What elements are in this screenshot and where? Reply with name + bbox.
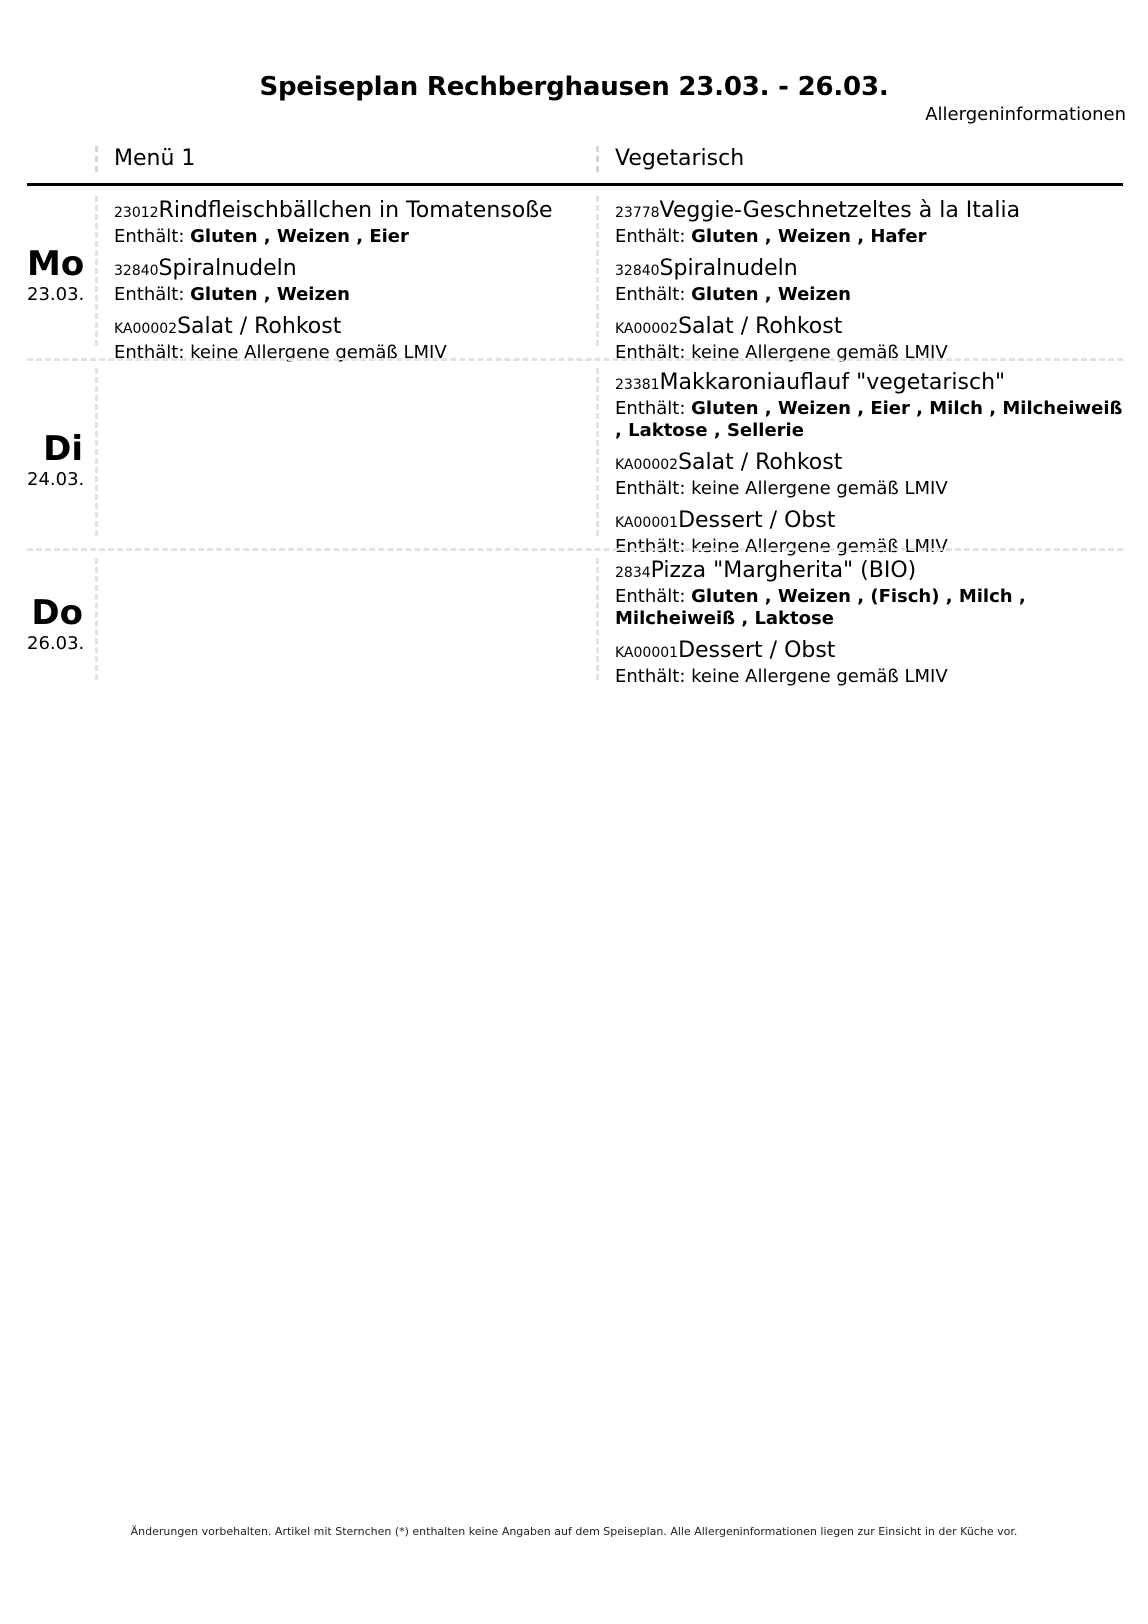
dish-name: Salat / Rohkost bbox=[678, 450, 843, 475]
allergen-prefix: Enthält: bbox=[615, 586, 692, 607]
dish-item bbox=[615, 256, 1020, 306]
dish-item bbox=[615, 450, 1122, 500]
allergen-prefix: Enthält: bbox=[114, 284, 191, 305]
dish-code: 23012 bbox=[114, 205, 159, 221]
menu1-cell-mo bbox=[114, 198, 553, 372]
column-divider bbox=[596, 146, 599, 172]
allergen-list: Gluten , Weizen bbox=[691, 284, 851, 305]
day-name: Do bbox=[31, 593, 83, 633]
dish-code: KA00001 bbox=[615, 645, 679, 661]
allergen-prefix: Enthält: bbox=[615, 226, 692, 247]
allergen-info-label: Allergeninformationen bbox=[925, 104, 1126, 125]
allergen-list: Gluten , Weizen , (Fisch) , Milch , bbox=[691, 586, 1026, 607]
allergen-prefix: Enthält: keine Allergene gemäß LMIV bbox=[615, 666, 948, 687]
dish-code: KA00002 bbox=[615, 457, 679, 473]
allergen-list-cont: , Laktose , Sellerie bbox=[615, 420, 804, 441]
header-rule bbox=[27, 183, 1123, 186]
dish-name: Spiralnudeln bbox=[158, 256, 297, 281]
row-divider bbox=[27, 548, 1123, 551]
day-label-di bbox=[27, 429, 83, 491]
column-divider bbox=[95, 558, 98, 680]
dish-name: Rindfleischbällchen in Tomatensoße bbox=[158, 198, 553, 223]
day-date: 24.03. bbox=[27, 469, 85, 490]
dish-item bbox=[615, 558, 1026, 630]
veg-cell-di bbox=[615, 370, 1122, 566]
allergen-list-cont: Milcheiweiß , Laktose bbox=[615, 608, 834, 629]
dish-name: Veggie-Geschnetzeltes à la Italia bbox=[659, 198, 1021, 223]
column-divider bbox=[95, 196, 98, 346]
column-divider bbox=[596, 368, 599, 536]
dish-code: 2834 bbox=[615, 565, 651, 581]
allergen-prefix: Enthält: keine Allergene gemäß LMIV bbox=[615, 478, 948, 499]
dish-name: Makkaroniauflauf "vegetarisch" bbox=[659, 370, 1006, 395]
day-date: 26.03. bbox=[27, 633, 85, 654]
allergen-prefix: Enthält: bbox=[615, 398, 692, 419]
dish-item bbox=[114, 314, 553, 364]
veg-cell-mo bbox=[615, 198, 1020, 372]
veg-cell-do bbox=[615, 558, 1026, 696]
column-divider bbox=[95, 368, 98, 536]
day-label-mo bbox=[27, 244, 83, 306]
footer-note: Änderungen vorbehalten. Artikel mit Sternchen (*) enthalten keine Angaben auf dem Speiseplan. Alle Allergeninformationen liegen zur Einsicht in der Küche vor. bbox=[130, 1525, 1018, 1538]
dish-item bbox=[615, 638, 1026, 688]
column-header-menu1: Menü 1 bbox=[114, 146, 196, 171]
dish-item bbox=[114, 198, 553, 248]
day-name: Mo bbox=[27, 244, 85, 284]
allergen-list: Gluten , Weizen , Eier , Milch , Milcheiweiß bbox=[691, 398, 1123, 419]
dish-code: KA00002 bbox=[114, 321, 178, 337]
dish-name: Pizza "Margherita" (BIO) bbox=[650, 558, 917, 583]
allergen-list: Gluten , Weizen , Hafer bbox=[691, 226, 927, 247]
day-date: 23.03. bbox=[27, 284, 85, 305]
column-divider bbox=[95, 146, 98, 172]
day-label-do bbox=[27, 593, 83, 655]
row-divider bbox=[27, 358, 1123, 361]
dish-item bbox=[615, 370, 1122, 442]
dish-item bbox=[615, 314, 1020, 364]
column-header-vegetarian: Vegetarisch bbox=[615, 146, 745, 171]
allergen-list: Gluten , Weizen bbox=[190, 284, 350, 305]
day-name: Di bbox=[43, 429, 83, 469]
dish-name: Salat / Rohkost bbox=[177, 314, 342, 339]
dish-code: KA00001 bbox=[615, 515, 679, 531]
dish-name: Spiralnudeln bbox=[659, 256, 798, 281]
dish-code: 23381 bbox=[615, 377, 660, 393]
allergen-prefix: Enthält: bbox=[114, 226, 191, 247]
allergen-prefix: Enthält: keine Allergene gemäß LMIV bbox=[615, 536, 948, 557]
dish-code: KA00002 bbox=[615, 321, 679, 337]
dish-code: 32840 bbox=[615, 263, 660, 279]
dish-code: 23778 bbox=[615, 205, 660, 221]
dish-name: Dessert / Obst bbox=[678, 638, 836, 663]
allergen-prefix: Enthält: keine Allergene gemäß LMIV bbox=[114, 342, 447, 363]
dish-item bbox=[615, 198, 1020, 248]
dish-item bbox=[114, 256, 553, 306]
allergen-prefix: Enthält: bbox=[615, 284, 692, 305]
allergen-list: Gluten , Weizen , Eier bbox=[190, 226, 409, 247]
page-title: Speiseplan Rechberghausen 23.03. - 26.03. bbox=[259, 72, 889, 102]
allergen-prefix: Enthält: keine Allergene gemäß LMIV bbox=[615, 342, 948, 363]
dish-name: Salat / Rohkost bbox=[678, 314, 843, 339]
column-divider bbox=[596, 196, 599, 346]
column-divider bbox=[596, 558, 599, 680]
dish-name: Dessert / Obst bbox=[678, 508, 836, 533]
dish-code: 32840 bbox=[114, 263, 159, 279]
